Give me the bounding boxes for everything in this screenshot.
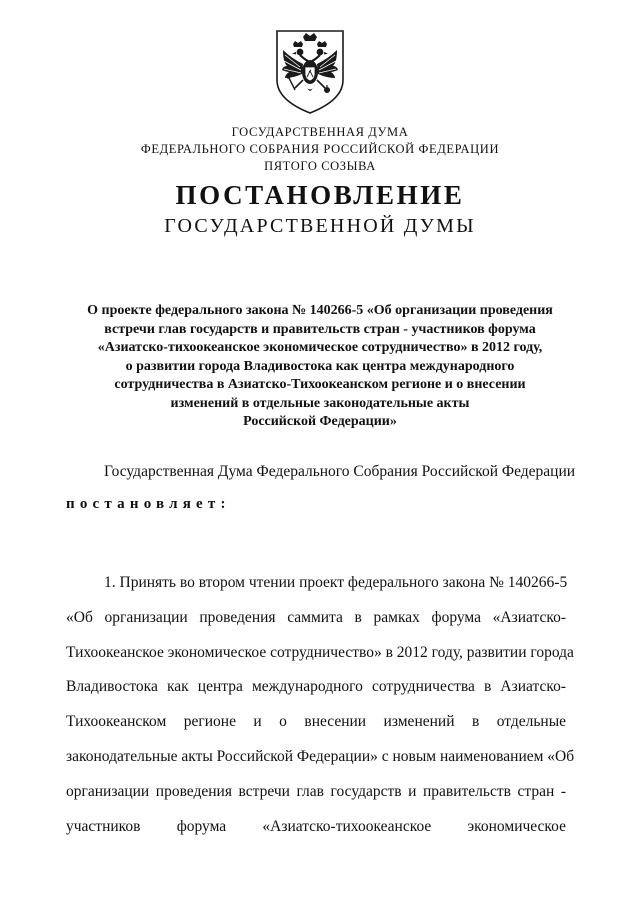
coat-of-arms-icon <box>273 28 347 116</box>
body-line: Тихоокеанское экономическое сотрудничество» в 2012 году, развитии города <box>66 643 574 661</box>
subject-line: изменений в отдельные законодательные акты <box>170 395 470 411</box>
subject-line: встречи глав государств и правительств стран - участников форума <box>104 321 536 337</box>
authority-line: ФЕДЕРАЛЬНОГО СОБРАНИЯ РОССИЙСКОЙ ФЕДЕРАЦИИ <box>140 142 500 156</box>
document-subtitle: ГОСУДАРСТВЕННОЙ ДУМЫ <box>164 215 476 237</box>
body-line: «Об организации проведения саммита в рамках форума «Азиатско- <box>66 608 566 626</box>
authority-line: ГОСУДАРСТВЕННАЯ ДУМА <box>231 125 409 139</box>
subject-line: Российской Федерации» <box>243 414 397 429</box>
body-line: Владивостока как центра международного сотрудничества в Азиатско- <box>66 678 566 696</box>
subject-line: О проекте федерального закона № 140266-5 «Об организации проведения <box>87 303 553 318</box>
document-title: ПОСТАНОВЛЕНИЕ <box>175 180 465 210</box>
resolution-subject <box>60 302 580 432</box>
body-line: Тихоокеанском регионе и о внесении изменений в отдельные <box>66 713 566 731</box>
subject-line: сотрудничества в Азиатско-Тихоокеанском регионе и о внесении <box>114 377 526 392</box>
resolution-body <box>66 566 575 844</box>
body-line: 1. Принять во втором чтении проект федерального закона № 140266-5 <box>104 574 568 591</box>
body-line: участников форума «Азиатско-тихоокеанское экономическое <box>66 817 566 835</box>
issuing-authority <box>0 124 640 175</box>
subject-line: о развитии города Владивостока как центра международного <box>125 358 515 374</box>
resolves-clause: постановляет: <box>66 496 231 512</box>
convocation-line: ПЯТОГО СОЗЫВА <box>264 159 376 173</box>
preamble: Государственная Дума Федерального Собрания Российской Федерации <box>104 463 576 480</box>
subject-line: «Азиатско-тихоокеанское экономическое сотрудничество» в 2012 году, <box>97 340 543 355</box>
body-line: законодательные акты Российской Федерации» с новым наименованием «Об <box>66 747 575 765</box>
body-line: организации проведения встречи глав государств и правительств стран - <box>66 782 566 800</box>
